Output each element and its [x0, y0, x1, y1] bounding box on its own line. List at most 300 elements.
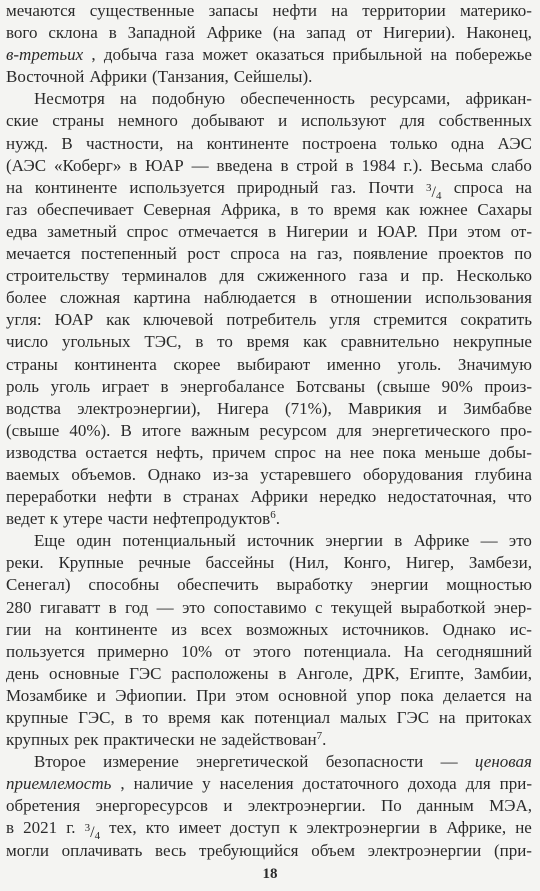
- word: Наконец,: [466, 23, 532, 43]
- word: Ботсваны: [296, 376, 366, 396]
- word: спроса: [230, 244, 280, 264]
- word: с: [315, 597, 323, 617]
- word: 280: [6, 597, 32, 617]
- word: может: [202, 45, 248, 65]
- word: некрупные: [453, 332, 532, 352]
- word: изводства: [6, 442, 77, 462]
- word: обеспеченность: [240, 89, 355, 109]
- word: у: [202, 774, 211, 794]
- word: источник: [247, 531, 314, 551]
- word: 2021: [23, 818, 58, 838]
- word: кто: [145, 818, 170, 838]
- word: г.: [66, 818, 76, 838]
- word: дохода: [407, 774, 457, 794]
- word: добы-: [489, 442, 532, 462]
- word: гигаватт: [39, 597, 101, 617]
- word: достаточного: [302, 774, 399, 794]
- word: материко-: [460, 1, 532, 20]
- word: В: [61, 133, 73, 153]
- word: сопоставимо: [213, 597, 307, 617]
- word: Нигера: [216, 398, 269, 418]
- word: и: [358, 221, 368, 241]
- word: континенте: [75, 619, 158, 639]
- word: Мозамбике: [6, 685, 88, 705]
- word: континенте: [34, 177, 118, 197]
- word: в: [108, 23, 117, 43]
- word: электроэнергии: [306, 818, 420, 838]
- word: прибыльной: [332, 45, 423, 65]
- word: заметный: [47, 221, 117, 241]
- word: на: [44, 619, 62, 639]
- text-line: [6, 795, 532, 817]
- fraction: [426, 177, 442, 202]
- word: Сейшелы).: [233, 67, 313, 87]
- word: континенте: [206, 133, 289, 153]
- word: газ.: [330, 177, 357, 197]
- text-line: [6, 751, 532, 773]
- word: Замбии,: [474, 663, 532, 683]
- word: как: [385, 199, 410, 219]
- word: (АЭС: [6, 155, 47, 175]
- word: про-: [500, 420, 532, 440]
- word: этом: [467, 221, 501, 241]
- word: для: [465, 774, 491, 794]
- word: энергии: [370, 575, 429, 595]
- word: страны: [6, 354, 58, 374]
- word: сегодняшний: [436, 641, 532, 661]
- word: устаревшего: [260, 464, 352, 484]
- word: на: [430, 45, 448, 65]
- word: оказаться: [255, 45, 325, 65]
- word: обретения: [6, 796, 81, 816]
- word: терминалов: [122, 266, 207, 286]
- footnote-marker: 7: [316, 730, 323, 743]
- word: Египте,: [409, 663, 465, 683]
- word: Сахары: [477, 199, 532, 219]
- word: энергобалансе: [180, 376, 285, 396]
- word: речные: [138, 553, 191, 573]
- fraction-numerator: 3: [84, 822, 91, 835]
- word: приемлемость: [6, 774, 112, 794]
- word: бассейны: [205, 553, 275, 573]
- word: способны: [88, 575, 160, 595]
- word: для: [219, 266, 245, 286]
- word: для: [336, 420, 362, 440]
- word: основной: [278, 685, 348, 705]
- word: побережье: [455, 45, 532, 65]
- word: ,: [120, 774, 125, 794]
- word: Еще: [34, 531, 66, 551]
- word: использования: [425, 288, 532, 308]
- word: рек: [74, 730, 99, 750]
- word: именно: [326, 354, 381, 374]
- word: недостаточная,: [387, 487, 497, 507]
- word: нефть,: [156, 442, 204, 462]
- text-line: [6, 177, 532, 202]
- word: меньше: [424, 442, 481, 462]
- word: на: [176, 133, 194, 153]
- word: безопасности: [325, 752, 424, 772]
- word: нефтепродуктов: [152, 509, 271, 529]
- word: Несколько: [456, 266, 532, 286]
- word: отмечается: [178, 221, 259, 241]
- word: как: [106, 310, 130, 330]
- word: то: [217, 332, 233, 352]
- word: газа: [165, 45, 195, 65]
- word: Почти: [368, 177, 414, 197]
- word: в: [309, 288, 318, 308]
- word: год: [125, 597, 149, 617]
- word: Анголе,: [296, 663, 353, 683]
- word: спрос: [274, 442, 316, 462]
- word: ские: [6, 111, 39, 131]
- word: вого: [6, 23, 38, 43]
- word: нее: [349, 442, 375, 462]
- word: скорее: [173, 354, 221, 374]
- word: к: [49, 509, 59, 529]
- word: и: [223, 796, 233, 816]
- word: строительству: [6, 266, 110, 286]
- word: В: [120, 420, 132, 440]
- word: Крупные: [58, 553, 124, 573]
- word: это: [508, 531, 532, 551]
- word: МЭА,: [489, 796, 532, 816]
- word: «Коберг»: [53, 155, 122, 175]
- text-line: [6, 110, 532, 132]
- word: этом: [235, 685, 269, 705]
- word: энергетической: [196, 752, 309, 772]
- word: возможных: [245, 619, 329, 639]
- word: Второе: [34, 752, 86, 772]
- word: пользуется: [6, 641, 85, 661]
- word: южнее: [419, 199, 468, 219]
- word: На: [403, 641, 424, 661]
- word: энер-: [493, 597, 532, 617]
- word: введена: [216, 155, 273, 175]
- word: энергоресурсов: [95, 796, 208, 816]
- word: оборудования: [363, 464, 463, 484]
- word: появление: [353, 244, 428, 264]
- word: ключевой: [142, 310, 214, 330]
- word: 1984: [361, 155, 396, 175]
- word: Северная: [143, 199, 211, 219]
- text-line: [6, 817, 532, 843]
- word: в: [394, 531, 403, 551]
- word: этого: [252, 641, 292, 661]
- word: Нигерии: [285, 221, 349, 241]
- word: Весьма: [430, 155, 484, 175]
- text-line: [6, 663, 532, 685]
- text-line: [6, 265, 532, 287]
- text-line: [6, 199, 532, 221]
- word: объем: [311, 840, 356, 860]
- word: постепенный: [80, 244, 177, 264]
- word: выработкой: [400, 597, 486, 617]
- word: территории: [362, 1, 446, 20]
- word: в: [129, 155, 138, 175]
- fraction-denominator: 4: [94, 830, 101, 843]
- word: более: [6, 288, 47, 308]
- text-line: [6, 376, 532, 398]
- word: роль: [6, 376, 40, 396]
- text-line: [6, 331, 532, 353]
- word: переработки: [6, 487, 97, 507]
- word: только: [390, 133, 438, 153]
- word: упор: [356, 685, 392, 705]
- word: —: [480, 531, 498, 551]
- word: что: [507, 487, 532, 507]
- word: время: [246, 332, 290, 352]
- word: потенциальный: [122, 531, 236, 551]
- word: ваемых: [6, 464, 60, 484]
- word: это: [182, 597, 206, 617]
- word: в: [195, 332, 204, 352]
- word: существенные: [89, 1, 195, 20]
- word: энергетического: [371, 420, 491, 440]
- word: Нигерии).: [383, 23, 456, 43]
- word: из: [171, 619, 188, 639]
- word: угля: [329, 310, 361, 330]
- word: для: [399, 111, 425, 131]
- word: итоге: [141, 420, 182, 440]
- word: в: [6, 818, 15, 838]
- text-line: [6, 597, 532, 619]
- text-line: [6, 309, 532, 331]
- word: Нигер,: [405, 553, 455, 573]
- word: Африке,: [446, 818, 507, 838]
- word: причем: [212, 442, 266, 462]
- word: потребитель: [226, 310, 317, 330]
- text-line: [6, 66, 532, 88]
- word: странах: [182, 487, 240, 507]
- word: день: [6, 663, 40, 683]
- word: 90%: [441, 376, 473, 396]
- word: основные: [48, 663, 120, 683]
- word: Однако: [147, 464, 201, 484]
- word: притоках: [465, 708, 532, 727]
- word: добыча: [103, 45, 158, 65]
- word: (свыше: [6, 420, 60, 440]
- word: наблюдается: [203, 288, 296, 308]
- word: важным: [191, 420, 250, 440]
- word: доступ: [230, 818, 281, 838]
- word: задействован: [221, 730, 317, 750]
- word: тех,: [109, 818, 137, 838]
- word: играет: [101, 376, 149, 396]
- word: могли: [6, 840, 49, 860]
- word: наличие: [133, 774, 194, 794]
- word: в: [163, 487, 172, 507]
- word: Значимую: [457, 354, 532, 374]
- word: нередко: [319, 487, 377, 507]
- word: в: [290, 199, 299, 219]
- text-line: [6, 88, 532, 110]
- word: обеспечить: [177, 575, 259, 595]
- text-line: [6, 840, 532, 862]
- word: спроса: [453, 177, 504, 197]
- word: части: [107, 509, 148, 529]
- word: АЭС: [497, 133, 532, 153]
- word: на: [324, 442, 342, 462]
- word: мощностью: [446, 575, 532, 595]
- word: от: [224, 641, 241, 661]
- word: и: [400, 266, 410, 286]
- word: как: [220, 708, 245, 727]
- word: (Танзания,: [151, 67, 229, 87]
- word: газ,: [317, 244, 343, 264]
- word: сократить: [460, 310, 532, 330]
- word: ведет: [6, 509, 45, 529]
- word: Конго,: [343, 553, 391, 573]
- word: пр.: [421, 266, 444, 286]
- fraction-slash: /: [90, 824, 95, 842]
- word: (на: [272, 23, 296, 43]
- text-line: [6, 574, 532, 596]
- page-number: 18: [262, 866, 278, 882]
- text-line: [6, 508, 532, 530]
- word: имеет: [178, 818, 222, 838]
- word: отношении: [330, 288, 412, 308]
- text-line: [6, 22, 532, 44]
- word: запад: [306, 23, 346, 43]
- word: на: [6, 177, 23, 197]
- word: Африки: [89, 67, 147, 87]
- word: то: [308, 199, 324, 219]
- word: При: [196, 685, 226, 705]
- word: ценовая: [474, 752, 532, 772]
- word: едва: [6, 221, 38, 241]
- word: измерение: [103, 752, 179, 772]
- word: выбирают: [237, 354, 311, 374]
- word: сравнительно: [340, 332, 440, 352]
- word: континента: [74, 354, 157, 374]
- word: По: [380, 796, 402, 816]
- word: рост: [187, 244, 220, 264]
- text-line: [6, 221, 532, 243]
- word: ресурсом: [259, 420, 327, 440]
- word: то: [142, 708, 159, 727]
- word: практически: [103, 730, 195, 750]
- word: строй: [296, 155, 338, 175]
- word: на: [331, 1, 348, 20]
- word: в-третьих: [6, 45, 84, 65]
- text-line: [6, 685, 532, 707]
- word: природный: [237, 177, 319, 197]
- fraction-slash: /: [431, 183, 436, 201]
- word: используют: [301, 111, 387, 131]
- word: нефти: [107, 487, 153, 507]
- word: сжиженного: [257, 266, 347, 286]
- word: реки.: [6, 553, 44, 573]
- word: частности,: [85, 133, 164, 153]
- word: остается: [85, 442, 148, 462]
- text-line: [6, 486, 532, 508]
- word: —: [156, 597, 174, 617]
- word: Эфиопии.: [115, 685, 187, 705]
- word: текущей: [330, 597, 393, 617]
- word: в: [280, 155, 289, 175]
- word: и: [278, 111, 288, 131]
- word: в: [124, 708, 133, 727]
- word: как: [303, 332, 327, 352]
- word: гии: [6, 619, 32, 639]
- word: страны: [52, 111, 105, 131]
- word: произ-: [484, 376, 532, 396]
- word: Африке: [206, 23, 263, 43]
- text-line: [6, 619, 532, 641]
- word: в: [429, 818, 438, 838]
- text-line: [6, 420, 532, 442]
- word: Несмотря: [34, 89, 105, 109]
- word: (71%),: [284, 398, 332, 418]
- fraction-numerator: 3: [426, 181, 432, 194]
- word: населения: [219, 774, 294, 794]
- word: один: [76, 531, 112, 551]
- word: число: [6, 332, 49, 352]
- word: в: [160, 376, 169, 396]
- word: на: [119, 89, 137, 109]
- word: потенциал: [254, 708, 331, 727]
- word: в: [268, 221, 277, 241]
- word: примерно: [97, 641, 169, 661]
- word: глубина: [474, 464, 532, 484]
- text-line: [6, 442, 532, 464]
- text-line: [6, 287, 532, 309]
- word: Замбези,: [468, 553, 532, 573]
- word: Африке: [413, 531, 470, 551]
- word: электроэнергии.: [247, 796, 366, 816]
- word: немного: [117, 111, 178, 131]
- text-line: [6, 44, 532, 66]
- word: Маврикия: [348, 398, 422, 418]
- word: ис-: [509, 619, 532, 639]
- word: картина: [133, 288, 191, 308]
- word: делается: [443, 685, 506, 705]
- word: 40%).: [69, 420, 111, 440]
- word: добывают: [191, 111, 265, 131]
- word: всех: [200, 619, 233, 639]
- text-line: [6, 0, 532, 22]
- word: пока: [382, 442, 416, 462]
- word: .: [322, 730, 327, 750]
- word: запасы: [208, 1, 259, 20]
- document-page: [6, 0, 532, 862]
- word: к: [289, 818, 298, 838]
- word: нефти: [272, 1, 317, 20]
- word: мечается: [6, 244, 71, 264]
- word: угольных: [61, 332, 131, 352]
- text-line: [6, 552, 532, 574]
- word: газ: [6, 199, 28, 219]
- word: одна: [450, 133, 485, 153]
- word: выработку: [276, 575, 353, 595]
- word: —: [191, 155, 209, 175]
- text-line: [6, 641, 532, 663]
- word: оплачивать: [61, 840, 143, 860]
- text-line: [6, 464, 532, 486]
- word: африкан-: [465, 89, 532, 109]
- word: Африки: [250, 487, 308, 507]
- word: данным: [417, 796, 474, 816]
- word: ДРК,: [362, 663, 400, 683]
- word: проектов: [438, 244, 504, 264]
- word: ГЭС,: [78, 708, 115, 727]
- word: в: [278, 663, 287, 683]
- word: .: [275, 509, 280, 529]
- word: слабо: [491, 155, 532, 175]
- word: и: [96, 685, 106, 705]
- word: уголь.: [397, 354, 442, 374]
